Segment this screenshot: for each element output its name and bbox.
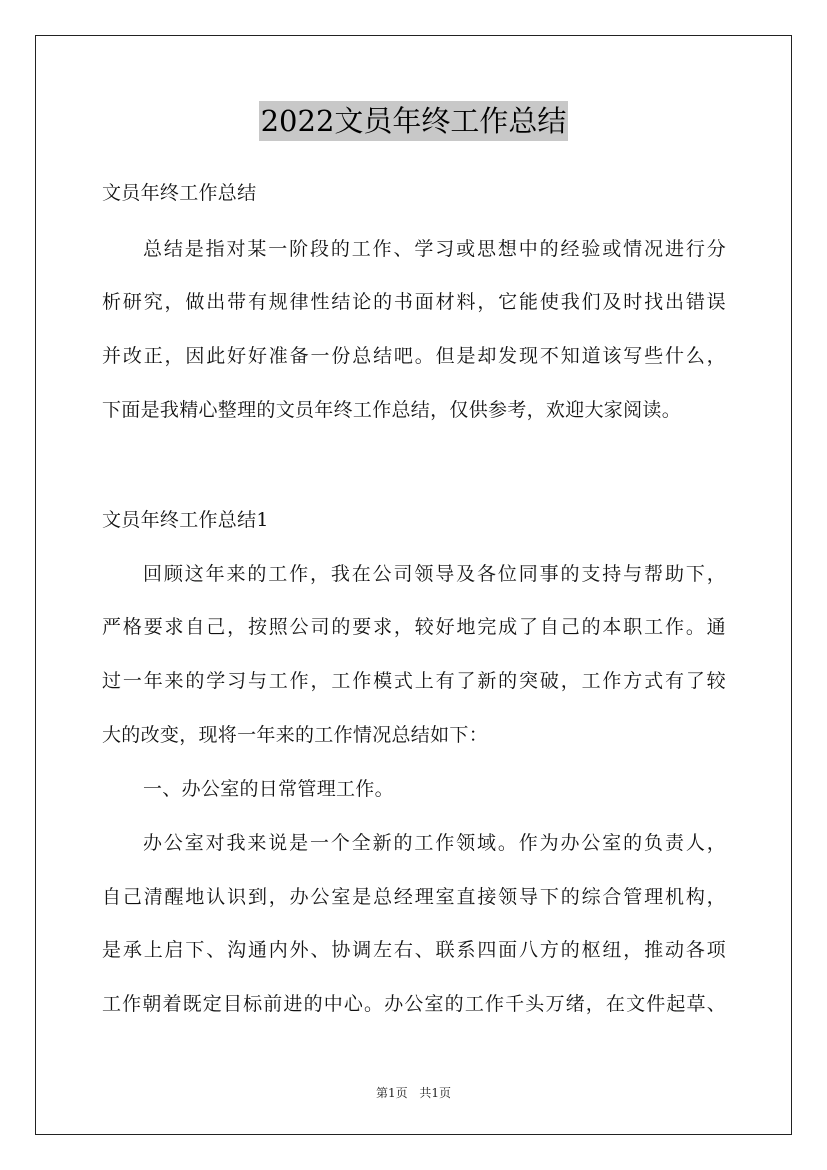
- subheading-office: 一、办公室的日常管理工作。: [143, 778, 394, 800]
- office-line-4: 工作朝着既定目标前进的中心。办公室的工作千头万绪，在文件起草、: [102, 993, 726, 1015]
- document-title-text: 2022文员年终工作总结: [259, 101, 569, 141]
- document-heading: 文员年终工作总结: [102, 182, 257, 204]
- page-number: 第1页: [375, 1086, 408, 1100]
- section1-line-3: 过一年来的学习与工作，工作模式上有了新的突破，工作方式有了较: [102, 670, 726, 692]
- page-total: 共1页: [419, 1086, 452, 1100]
- page-footer: [0, 1084, 827, 1101]
- intro-line-4: 下面是我精心整理的文员年终工作总结，仅供参考，欢迎大家阅读。: [102, 399, 682, 421]
- intro-line-3: 并改正，因此好好准备一份总结吧。但是却发现不知道该写些什么，: [102, 345, 726, 367]
- document-title: [0, 101, 827, 145]
- office-line-3: 是承上启下、沟通内外、协调左右、联系四面八方的枢纽，推动各项: [102, 939, 726, 961]
- section1-heading: 文员年终工作总结1: [102, 509, 269, 531]
- section1-line-4: 大的改变，现将一年来的工作情况总结如下：: [102, 724, 489, 746]
- intro-line-2: 析研究，做出带有规律性结论的书面材料，它能使我们及时找出错误: [102, 291, 726, 313]
- section1-line-2: 严格要求自己，按照公司的要求，较好地完成了自己的本职工作。通: [102, 616, 726, 638]
- office-line-1: 办公室对我来说是一个全新的工作领域。作为办公室的负责人，: [143, 832, 726, 854]
- section1-line-1: 回顾这年来的工作，我在公司领导及各位同事的支持与帮助下，: [143, 563, 726, 585]
- intro-line-1: 总结是指对某一阶段的工作、学习或思想中的经验或情况进行分: [143, 238, 726, 260]
- office-line-2: 自己清醒地认识到，办公室是总经理室直接领导下的综合管理机构，: [102, 886, 726, 908]
